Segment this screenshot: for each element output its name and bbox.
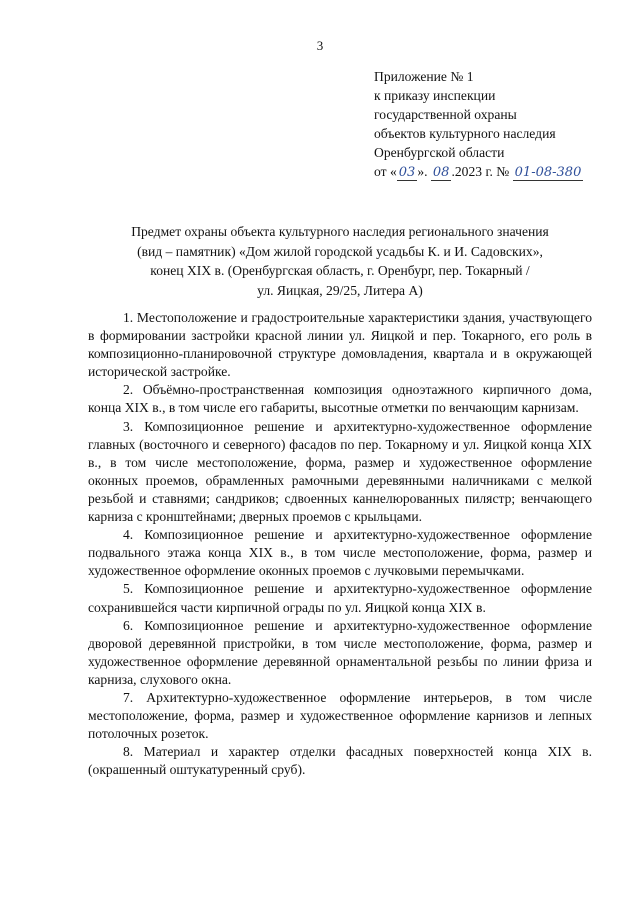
- page-number: 3: [316, 38, 324, 53]
- title-line-4: ул. Яицкая, 29/25, Литера А): [257, 282, 423, 298]
- date-prefix: от «: [374, 164, 397, 179]
- appendix-line-5: Оренбургской области: [374, 145, 505, 160]
- list-item: 1. Местоположение и градостроительные характеристики здания, участвующего в формировании застройки красной линии ул. Яицкой и пер. Токарного, его роль в композиционно-планировочной структуре домовладения, квартала и в окружающей исторической застройке.: [88, 310, 592, 380]
- list-item: 6. Композиционное решение и архитектурно-художественное оформление дворовой деревянной пристройки, в том числе местоположение, форма, размер и художественное оформление деревянной орнаментальной резьбы по линии фриза и карниза, слухового окна.: [88, 617, 592, 687]
- handwritten-order-number: 01-08-380: [514, 165, 582, 180]
- document-title: [88, 222, 592, 300]
- appendix-line-4: объектов культурного наследия: [374, 126, 556, 141]
- title-line-2: (вид – памятник) «Дом жилой городской усадьбы К. и И. Садовских»,: [137, 243, 543, 259]
- handwritten-month: 08: [432, 165, 450, 180]
- appendix-line-2: к приказу инспекции: [374, 88, 496, 103]
- list-item: 4. Композиционное решение и архитектурно-художественное оформление подвального этажа конца XIX в., в том числе местоположение, форма, размер и художественное оформление оконных проемов с лучковыми перемычками.: [88, 527, 592, 579]
- list-item: 8. Материал и характер отделки фасадных поверхностей конца XIX в. (окрашенный оштукатуренный сруб).: [88, 744, 592, 778]
- list-item: 5. Композиционное решение и архитектурно-художественное оформление сохранившейся части кирпичной ограды по ул. Яицкой конца XIX в.: [88, 581, 592, 615]
- protection-items-list: [88, 309, 592, 779]
- date-year: .2023 г. №: [451, 164, 513, 179]
- title-line-3: конец XIX в. (Оренбургская область, г. Оренбург, пер. Токарный /: [150, 263, 530, 278]
- handwritten-day: 03: [398, 165, 416, 180]
- appendix-header: [374, 67, 583, 182]
- list-item: 3. Композиционное решение и архитектурно-художественное оформление главных (восточного и северного) фасадов по пер. Токарному и ул. Яицкой конца XIX в., в том числе местоположение, форма, размер и художественное оформление оконных проемов, обрамленных рамочными деревянными наличниками с мелкой резьбой и ставнями; сандриков; сдвоенных каннелюрованных пилястр; венчающего карниза с кронштейнами; дверных проемов с крыльцами.: [88, 418, 592, 525]
- date-separator: ».: [417, 164, 431, 179]
- appendix-line-3: государственной охраны: [374, 107, 517, 122]
- title-line-1: Предмет охраны объекта культурного наследия регионального значения: [131, 224, 549, 239]
- list-item: 2. Объёмно-пространственная композиция одноэтажного кирпичного дома, конца XIX в., в том числе его габариты, высотные отметки по венчающим карнизам.: [88, 382, 592, 416]
- list-item: 7. Архитектурно-художественное оформление интерьеров, в том числе местоположение, форма, размер и художественное оформление карнизов и лепных потолочных розеток.: [88, 689, 592, 742]
- order-date-line: [374, 162, 583, 182]
- appendix-line-1: Приложение № 1: [374, 69, 474, 84]
